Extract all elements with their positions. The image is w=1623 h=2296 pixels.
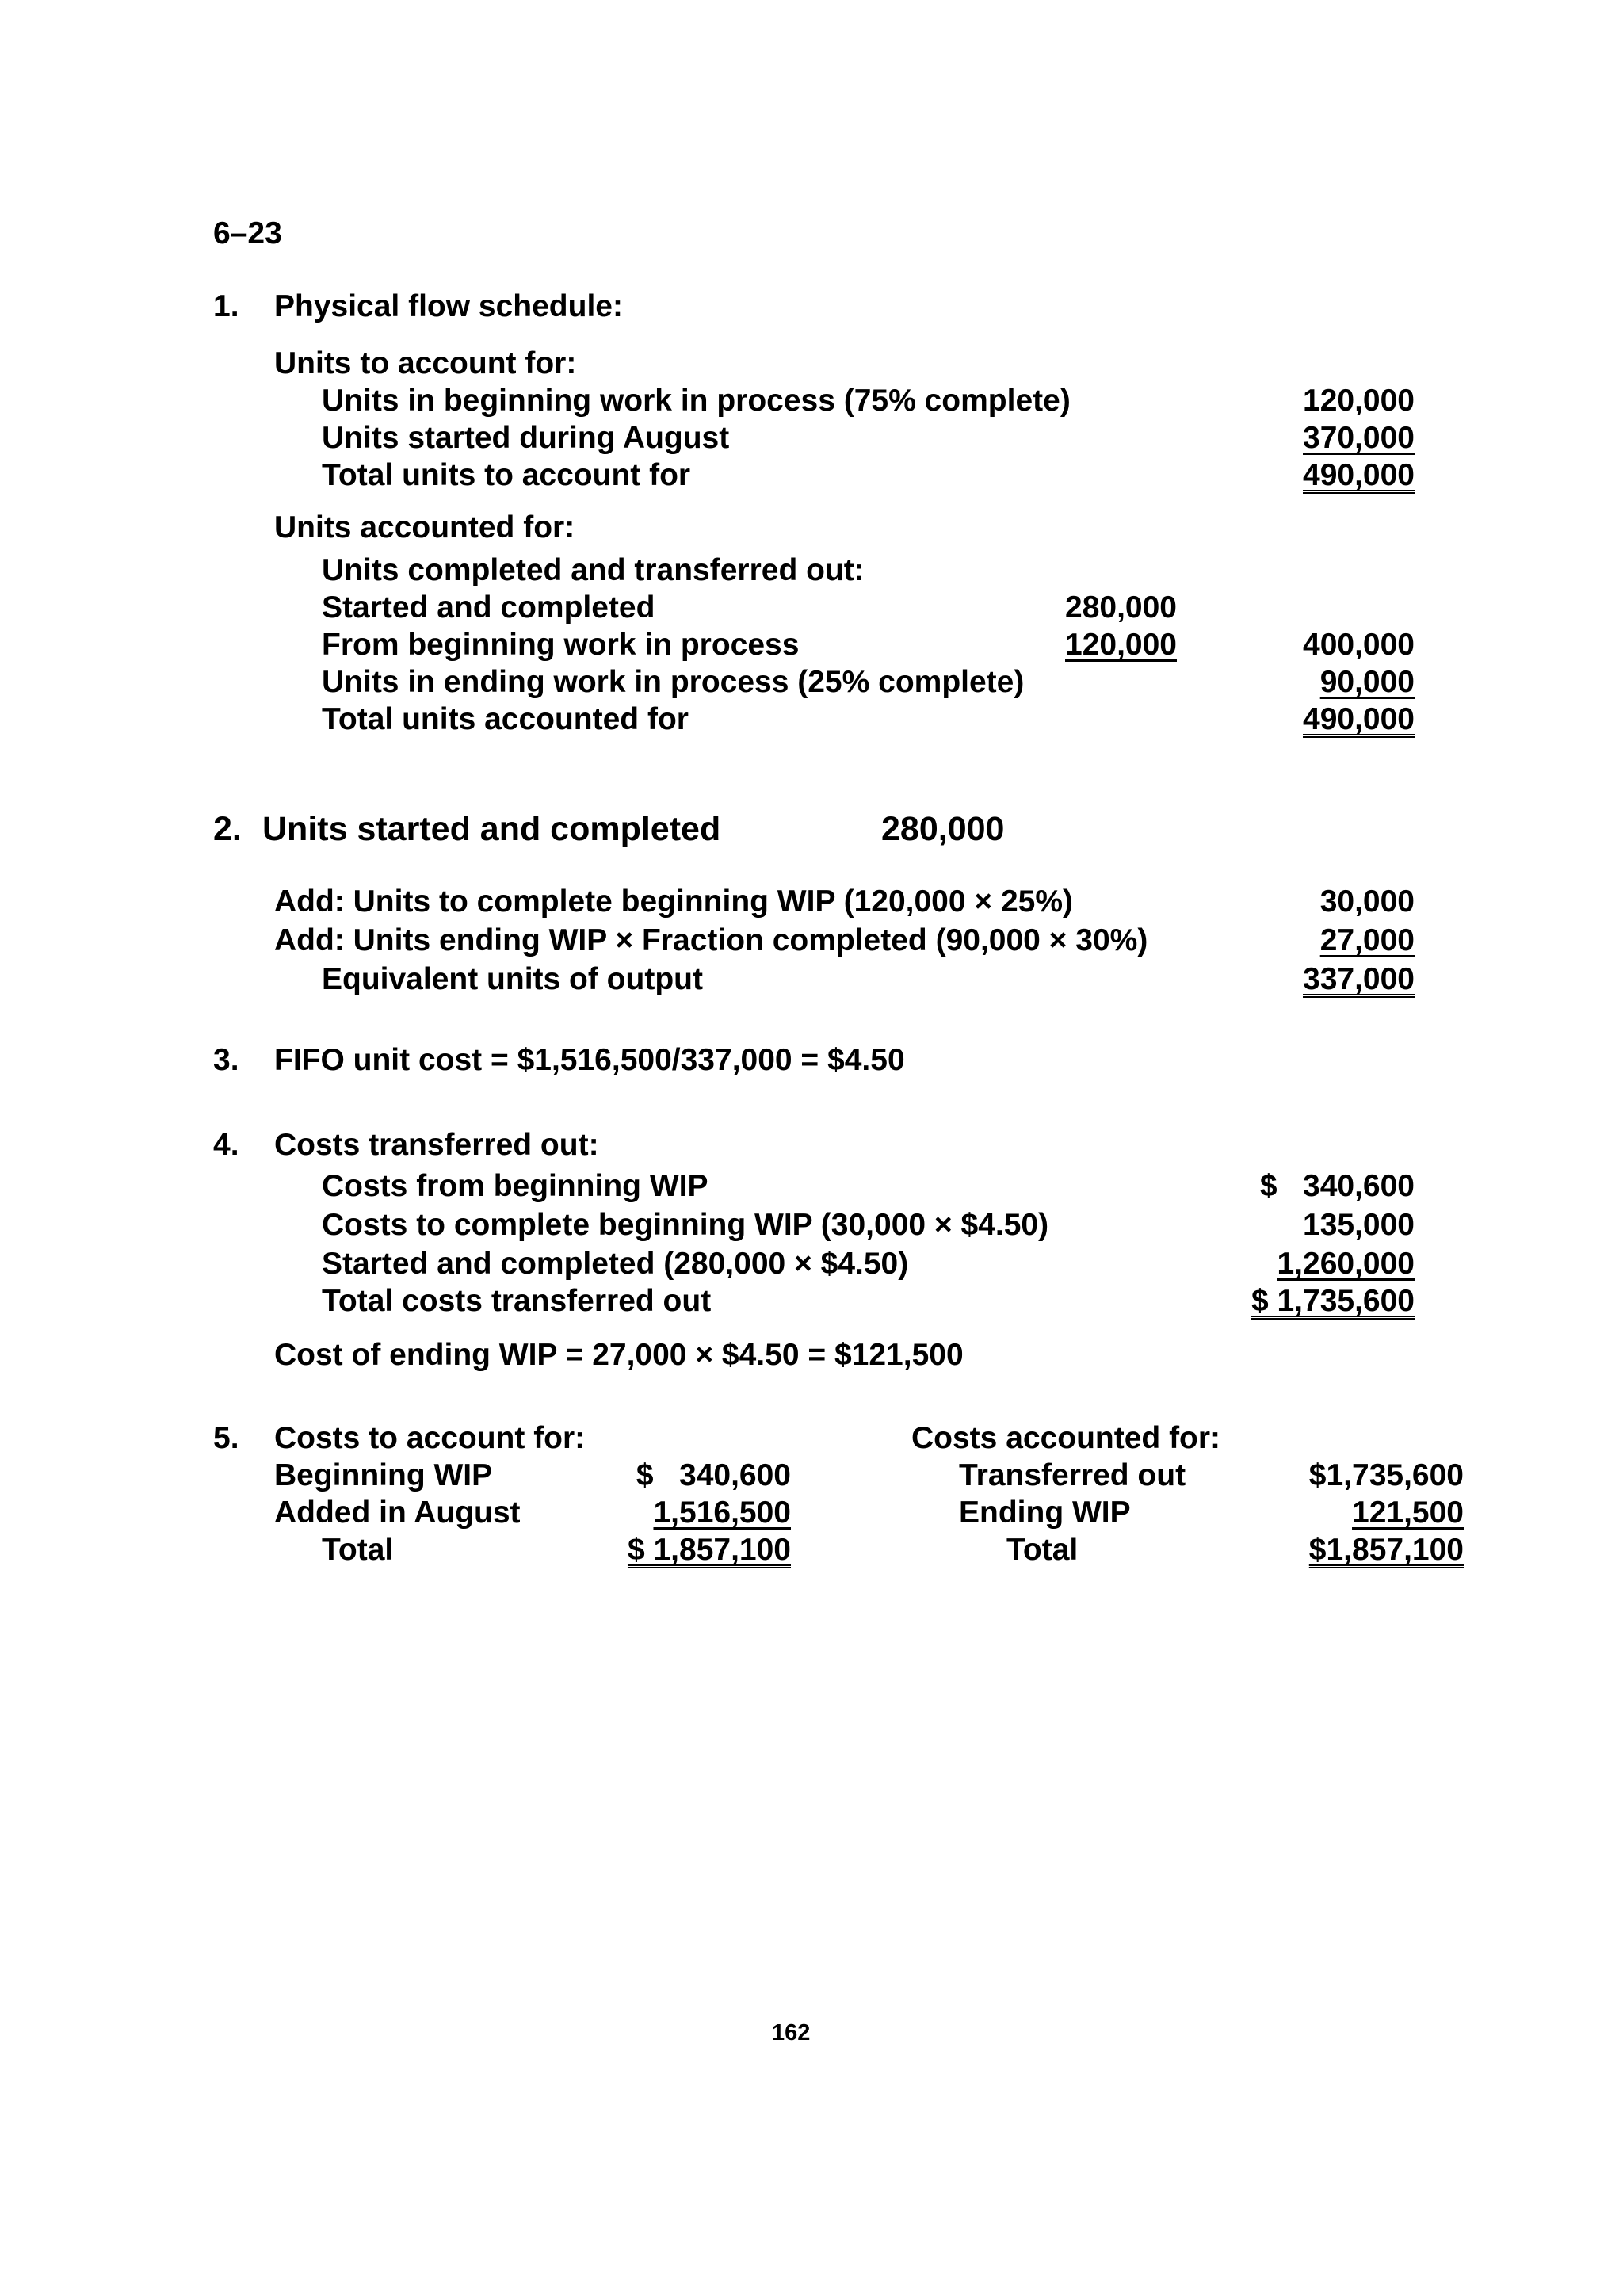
section5-number: 5.: [213, 1421, 239, 1455]
row-value: 337,000: [1303, 962, 1415, 996]
row-label: Started and completed: [322, 590, 655, 625]
row-label: Total: [322, 1533, 394, 1567]
row-subvalue: 120,000: [1065, 628, 1177, 662]
section4-heading: Costs transferred out:: [274, 1128, 599, 1162]
row-value: 1,260,000: [1277, 1247, 1415, 1281]
row-value: 90,000: [1319, 665, 1415, 699]
row-label: Units in ending work in process (25% complete): [322, 665, 1025, 699]
row-label: Costs from beginning WIP: [322, 1169, 708, 1203]
row-value: $ 340,600: [1259, 1169, 1415, 1203]
row-value: $ 1,857,100: [627, 1533, 791, 1567]
row-subvalue: 280,000: [1065, 590, 1177, 625]
row-value: 370,000: [1303, 421, 1415, 455]
row-label: Started and completed (280,000 × $4.50): [322, 1247, 909, 1281]
row-value: $1,857,100: [1308, 1533, 1464, 1567]
row-label: From beginning work in process: [322, 628, 800, 662]
row-label: Costs to complete beginning WIP (30,000 × $4.50): [322, 1208, 1049, 1242]
costs-to-account-heading: Costs to account for:: [274, 1421, 586, 1455]
row-label: Add: Units to complete beginning WIP (120,000 × 25%): [274, 884, 1074, 919]
row-value: 400,000: [1303, 628, 1415, 662]
row-value: 30,000: [1319, 884, 1415, 919]
section2-number: 2.: [213, 810, 242, 848]
row-label: Total units to account for: [322, 458, 691, 492]
row-value: 135,000: [1303, 1208, 1415, 1242]
row-value: 490,000: [1303, 458, 1415, 492]
row-value: $ 1,735,600: [1251, 1284, 1415, 1318]
section2-heading: Units started and completed: [262, 810, 721, 848]
row-label: Ending WIP: [959, 1496, 1131, 1530]
row-label: Equivalent units of output: [322, 962, 703, 996]
page-number: 162: [772, 2020, 811, 2046]
row-value: 1,516,500: [653, 1496, 791, 1530]
row-label: Beginning WIP: [274, 1458, 493, 1492]
row-label: Total units accounted for: [322, 702, 689, 736]
problem-number: 6–23: [213, 216, 282, 250]
row-value: $1,735,600: [1308, 1458, 1464, 1492]
section2-heading-value: 280,000: [881, 810, 1005, 848]
row-label: Total costs transferred out: [322, 1284, 712, 1318]
row-value: $ 340,600: [636, 1458, 791, 1492]
row-value: 121,500: [1352, 1496, 1464, 1530]
row-label: Transferred out: [959, 1458, 1186, 1492]
section4-number: 4.: [213, 1128, 239, 1162]
units-completed-heading: Units completed and transferred out:: [322, 553, 865, 587]
row-label: Added in August: [274, 1496, 521, 1530]
section1-number: 1.: [213, 289, 239, 323]
row-label: Units in beginning work in process (75% complete): [322, 384, 1071, 418]
row-value: 120,000: [1303, 384, 1415, 418]
row-value: 27,000: [1319, 923, 1415, 957]
row-label: Units started during August: [322, 421, 730, 455]
units-accounted-heading: Units accounted for:: [274, 510, 575, 544]
units-to-account-heading: Units to account for:: [274, 346, 577, 380]
section1-heading: Physical flow schedule:: [274, 289, 623, 323]
section3-number: 3.: [213, 1043, 239, 1077]
row-value: 490,000: [1303, 702, 1415, 736]
row-label: Total: [1006, 1533, 1079, 1567]
section3-text: FIFO unit cost = $1,516,500/337,000 = $4.50: [274, 1043, 905, 1077]
ending-wip-cost: Cost of ending WIP = 27,000 × $4.50 = $121,500: [274, 1338, 964, 1372]
row-label: Add: Units ending WIP × Fraction completed (90,000 × 30%): [274, 923, 1148, 957]
costs-accounted-heading: Costs accounted for:: [911, 1421, 1221, 1455]
